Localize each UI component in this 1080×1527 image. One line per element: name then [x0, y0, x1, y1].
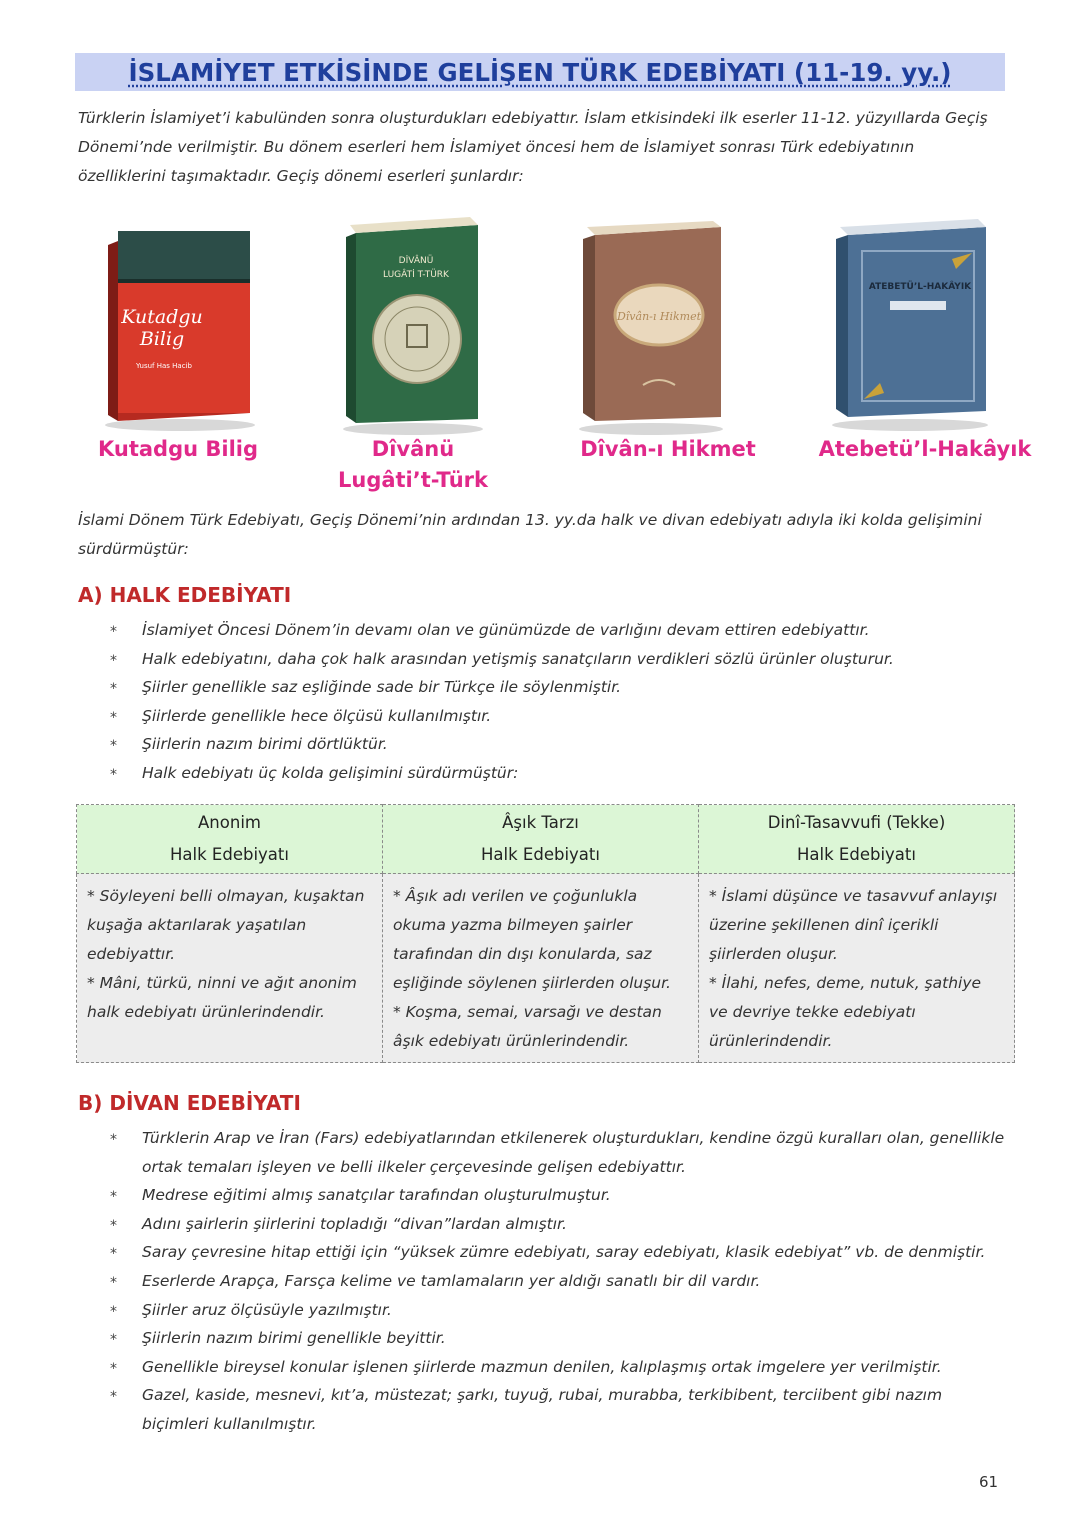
table-cell-tekke: [699, 874, 1015, 1063]
list-item: * Şiirlerin nazım birimi dörtlüktür.: [110, 730, 1010, 759]
list-item: * Şiirlerin nazım birimi genellikle beyittir.: [110, 1324, 1010, 1353]
cell-text: * Koşma, semai, varsağı ve destan âşık edebiyatı ürünlerindendir.: [393, 1003, 662, 1050]
title-bar: [75, 53, 1005, 91]
table-header-tekke: [699, 805, 1015, 874]
divan-heading: B) DİVAN EDEBİYATI: [78, 1091, 301, 1115]
table-header-row: [77, 805, 1015, 874]
books-row: [78, 205, 1032, 505]
book-label-divan-i-hikmet: Dîvân-ı Hikmet: [580, 437, 756, 461]
book-label-divanu-line2: Lugâti’t-Türk: [337, 468, 488, 492]
header-line2: Halk Edebiyatı: [481, 845, 600, 864]
second-paragraph: İslami Dönem Türk Edebiyatı, Geçiş Dönemi’nin ardından 13. yy.da halk ve divan edebiyatı adıyla iki kolda gelişimini sürdürmüştür:: [78, 511, 982, 558]
halk-bullet-list: [110, 616, 1010, 788]
table-header-asik: [383, 805, 699, 874]
cell-text: * İlahi, nefes, deme, nutuk, şathiye ve devriye tekke edebiyatı ürünlerindendir.: [709, 974, 982, 1050]
list-item: * Türklerin Arap ve İran (Fars) edebiyatlarından etkilenerek oluşturdukları, kendine özgü kuralları olan, genellikle ortak temaları işleyen ve belli ilkeler çerçevesinde gelişen edebiyattır.: [110, 1124, 1010, 1181]
list-item: * Şiirlerde genellikle hece ölçüsü kullanılmıştır.: [110, 702, 1010, 731]
book1-author: Yusuf Has Hacib: [136, 362, 192, 370]
list-item: * Eserlerde Arapça, Farsça kelime ve tamlamaların yer aldığı sanatlı bir dil vardır.: [110, 1267, 1010, 1296]
divan-bullet-list: [110, 1124, 1010, 1439]
header-line1: Âşık Tarzı: [502, 813, 579, 832]
table-cell-asik: [383, 874, 699, 1063]
book-label-kutadgu-bilig: Kutadgu Bilig: [97, 437, 259, 461]
book4-cover-title: ATEBETÜ’L-HAKÂYIK: [868, 282, 972, 292]
list-item: * Saray çevresine hitap ettiği için “yüksek zümre edebiyatı, saray edebiyatı, klasik edebiyat” vb. de denmiştir.: [110, 1238, 1010, 1267]
list-item: * Gazel, kaside, mesnevi, kıt’a, müstezat; şarkı, tuyuğ, rubai, murabba, terkibibent, terciibent gibi nazım biçimleri kullanılmıştır.: [110, 1381, 1010, 1438]
book1-title-line2: Bilig: [139, 328, 185, 350]
list-item: * Şiirler genellikle saz eşliğinde sade bir Türkçe ile söylenmiştir.: [110, 673, 1010, 702]
halk-edebiyati-table: [76, 804, 1015, 1063]
list-item: * Genellikle bireysel konular işlenen şiirlerde mazmun denilen, kalıplaşmış ortak imgelere yer verilmiştir.: [110, 1353, 1010, 1382]
book-label-divanu-line1: Dîvânü: [371, 437, 455, 461]
book1-title-line1: Kutadgu: [121, 306, 203, 328]
header-line2: Halk Edebiyatı: [797, 845, 916, 864]
list-item: * İslamiyet Öncesi Dönem’in devamı olan ve günümüzde de varlığını devam ettiren edebiyattır.: [110, 616, 1010, 645]
list-item: * Medrese eğitimi almış sanatçılar tarafından oluşturulmuştur.: [110, 1181, 1010, 1210]
header-line1: Dinî-Tasavvufi (Tekke): [767, 813, 946, 832]
book2-title-line2: LUGÂTİ T-TÜRK: [383, 270, 449, 280]
cell-text: * Mâni, türkü, ninni ve ağıt anonim halk edebiyatı ürünlerindendir.: [87, 974, 357, 1021]
list-item: * Halk edebiyatını, daha çok halk arasından yetişmiş sanatçıların verdikleri sözlü ürünler oluşturur.: [110, 645, 1010, 674]
book-divanu-lugatit-turk-image: [338, 211, 488, 436]
page-number: 61: [979, 1473, 999, 1491]
list-item: * Halk edebiyatı üç kolda gelişimini sürdürmüştür:: [110, 759, 1010, 788]
list-item: * Adını şairlerin şiirlerini topladığı “divan”lardan almıştır.: [110, 1210, 1010, 1239]
header-line1: Anonim: [198, 813, 261, 832]
list-item: * Şiirler aruz ölçüsüyle yazılmıştır.: [110, 1296, 1010, 1325]
table-row: [77, 874, 1015, 1063]
cell-text: * İslami düşünce ve tasavvuf anlayışı üzerine şekillenen dinî içerikli şiirlerden oluşur.: [709, 887, 998, 963]
book2-title-line1: DİVÂNÜ: [398, 256, 434, 266]
table-header-anonim: [77, 805, 383, 874]
header-line2: Halk Edebiyatı: [170, 845, 289, 864]
intro-paragraph: Türklerin İslamiyet’i kabulünden sonra oluşturdukları edebiyattır. İslam etkisindeki ilk eserler 11-12. yüzyıllarda Geçiş Dönemi’nde verilmiştir. Bu dönem eserleri hem İslamiyet öncesi hem de İslamiyet sonrası Türk edebiyatının özelliklerini taşımaktadır. Geçiş dönemi eserleri şunlardır:: [78, 109, 988, 185]
book-divan-i-hikmet-image: [573, 217, 728, 437]
cell-text: * Âşık adı verilen ve çoğunlukla okuma yazma bilmeyen şairler tarafından din dışı konularda, saz eşliğinde söylenen şiirlerden oluşur.: [393, 887, 671, 992]
book-label-atebetul-hakayik: Atebetü’l-Hakâyık: [818, 437, 1032, 461]
book-kutadgu-bilig-image: [100, 223, 260, 433]
book-atebetul-hakayik-image: [828, 213, 993, 433]
table-cell-anonim: [77, 874, 383, 1063]
page-title: İSLAMİYET ETKİSİNDE GELİŞEN TÜRK EDEBİYATI (11-19. yy.): [128, 58, 952, 87]
cell-text: * Söyleyeni belli olmayan, kuşaktan kuşağa aktarılarak yaşatılan edebiyattır.: [87, 887, 365, 963]
halk-heading: A) HALK EDEBİYATI: [78, 583, 292, 607]
book3-cover-title: Dîvân-ı Hikmet: [616, 310, 702, 323]
